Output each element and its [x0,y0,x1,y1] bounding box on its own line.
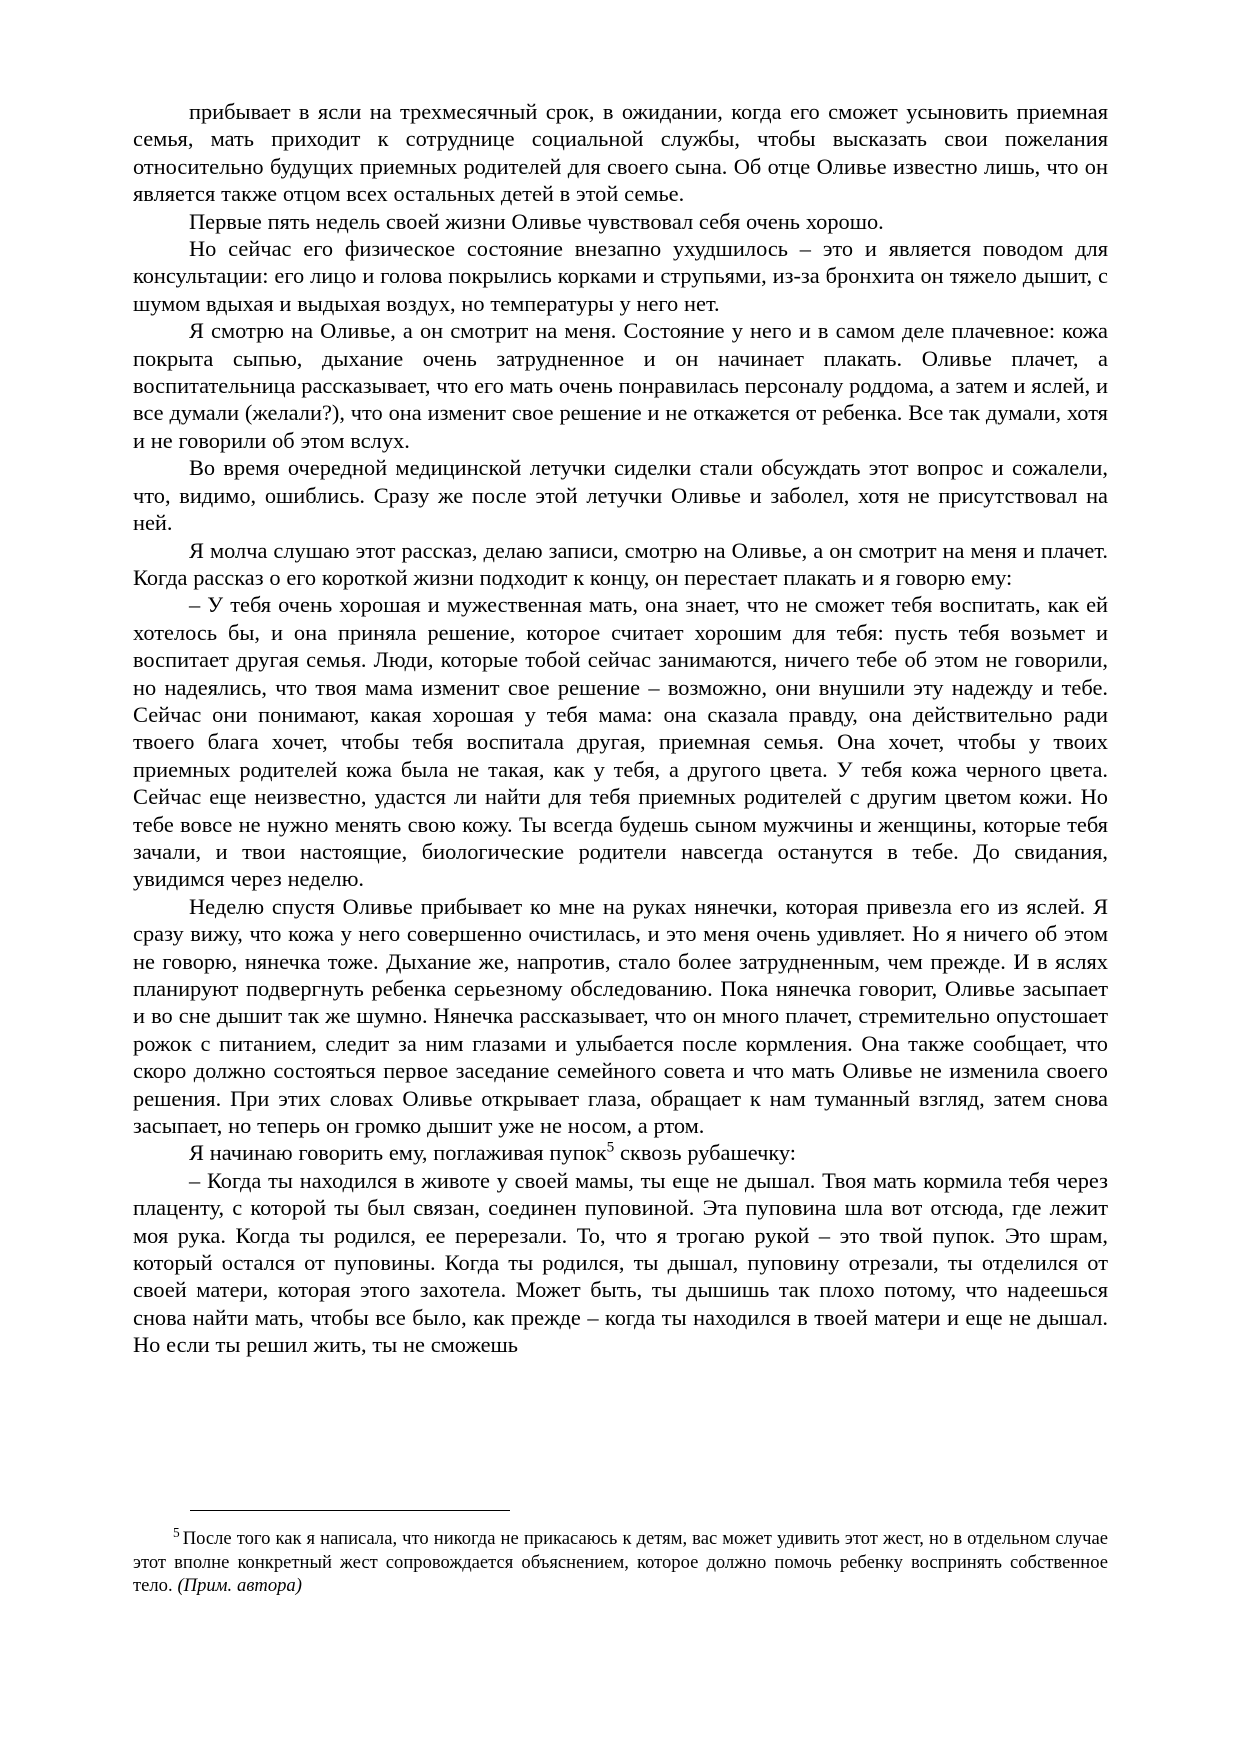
paragraph-text-before-footnote: Я начинаю говорить ему, поглаживая пупок [189,1140,607,1166]
paragraph: Я смотрю на Оливье, а он смотрит на меня. Состояние у него и в самом деле плачевное: кожа покрыта сыпью, дыхание очень затрудненное и он начинает плакать. Оливье плачет, а воспитательница рассказывает, что его мать очень понравилась персоналу роддома, а затем и яслей, и все думали (желали?), что она изменит свое решение и не откажется от ребенка. Все так думали, хотя и не говорили об этом вслух. [133,318,1108,453]
paragraph-dialogue: – Когда ты находился в животе у своей мамы, ты еще не дышал. Твоя мать кормила тебя через плаценту, с которой ты был связан, соединен пуповиной. Эта пуповина шла вот отсюда, где лежит моя рука. Когда ты родился, ее перерезали. То, что я трогаю рукой – это твой пупок. Это шрам, который остался от пуповины. Когда ты родился, ты дышал, пуповину отрезали, ты отделился от своей матери, которая этого захотела. Может быть, ты дышишь так плохо потому, что надеешься снова найти мать, чтобы все было, как прежде – когда ты находился в твоей матери и еще не дышал. Но если ты решил жить, ты не сможешь [133,1167,1108,1358]
page-body-text [133,98,1108,1359]
paragraph: Первые пять недель своей жизни Оливье чувствовал себя очень хорошо. [189,208,884,234]
paragraph: Но сейчас его физическое состояние внезапно ухудшилось – это и является поводом для консультации: его лицо и голова покрылись корками и струпьями, из-за бронхита он тяжело дышит, с шумом вдыхая и выдыхая воздух, но температуры у него нет. [133,236,1108,316]
paragraph: Во время очередной медицинской летучки сиделки стали обсуждать этот вопрос и сожалели, что, видимо, ошиблись. Сразу же после этой летучки Оливье и заболел, хотя не присутствовал на ней. [133,455,1108,536]
footnote-attribution: (Прим. автора) [177,1575,302,1596]
paragraph: Неделю спустя Оливье прибывает ко мне на руках нянечки, которая привезла его из яслей. Я сразу вижу, что кожа у него совершенно очистилась, и это меня очень удивляет. Но я ничего об этом не говорю, нянечка тоже. Дыхание же, напротив, стало более затрудненным, чем прежде. И в яслях планируют подвергнуть ребенка серьезному обследованию. Пока нянечка говорит, Оливье засыпает и во сне дышит так же шумно. Нянечка рассказывает, что он много плачет, стремительно опустошает рожок с питанием, следит за ним глазами и улыбается после кормления. Она также сообщает, что скоро должно состояться первое заседание семейного совета и что мать Оливье не изменила своего решения. При этих словах Оливье открывает глаза, обращает к нам туманный взгляд, затем снова засыпает, но теперь он громко дышит уже не носом, а ртом. [133,893,1108,1139]
paragraph-with-footnote-ref [133,1139,1108,1166]
paragraph-text-after-footnote: сквозь рубашечку: [614,1140,797,1166]
footnote-area [133,1510,1108,1598]
paragraph: Я молча слушаю этот рассказ, делаю записи, смотрю на Оливье, а он смотрит на меня и плачет. Когда рассказ о его короткой жизни подходит к концу, он перестает плакать и я говорю ему: [133,537,1108,590]
footnote-number: 5 [173,1524,180,1540]
footnote-text: После того как я написала, что никогда не прикасаюсь к детям, вас может удивить этот жест, но в отдельном случае этот вполне конкретный жест сопровождается объяснением, которое должно помочь ребенку воспринять собственное тело. [133,1528,1108,1596]
footnote-entry [133,1524,1108,1598]
footnote-reference-marker[interactable]: 5 [606,1138,615,1156]
paragraph-dialogue: – У тебя очень хорошая и мужественная мать, она знает, что не сможет тебя воспитать, как ей хотелось бы, и она приняла решение, которое считает хорошим для тебя: пусть тебя возьмет и воспитает другая семья. Люди, которые тобой сейчас занимаются, ничего тебе об этом не говорили, но надеялись, что твоя мама изменит свое решение – возможно, они внушили эту надежду и тебе. Сейчас они понимают, какая хорошая у тебя мама: она сказала правду, она действительно ради твоего блага хочет, чтобы тебя воспитала другая, приемная семья. Она хочет, чтобы у твоих приемных родителей кожа была не такая, как у тебя, а другого цвета. У тебя кожа черного цвета. Сейчас еще неизвестно, удастся ли найти для тебя приемных родителей с другим цветом кожи. Но тебе вовсе не нужно менять свою кожу. Ты всегда будешь сыном мужчины и женщины, которые тебя зачали, и твои настоящие, биологические родители навсегда останутся в тебе. До свидания, увидимся через неделю. [133,592,1108,892]
footnote-separator-rule [190,1510,510,1511]
paragraph: прибывает в ясли на трехмесячный срок, в ожидании, когда его сможет усыновить приемная семья, мать приходит к сотруднице социальной службы, чтобы высказать свои пожелания относительно будущих приемных родителей для своего сына. Об отце Оливье известно лишь, что он является также отцом всех остальных детей в этой семье. [133,99,1108,207]
